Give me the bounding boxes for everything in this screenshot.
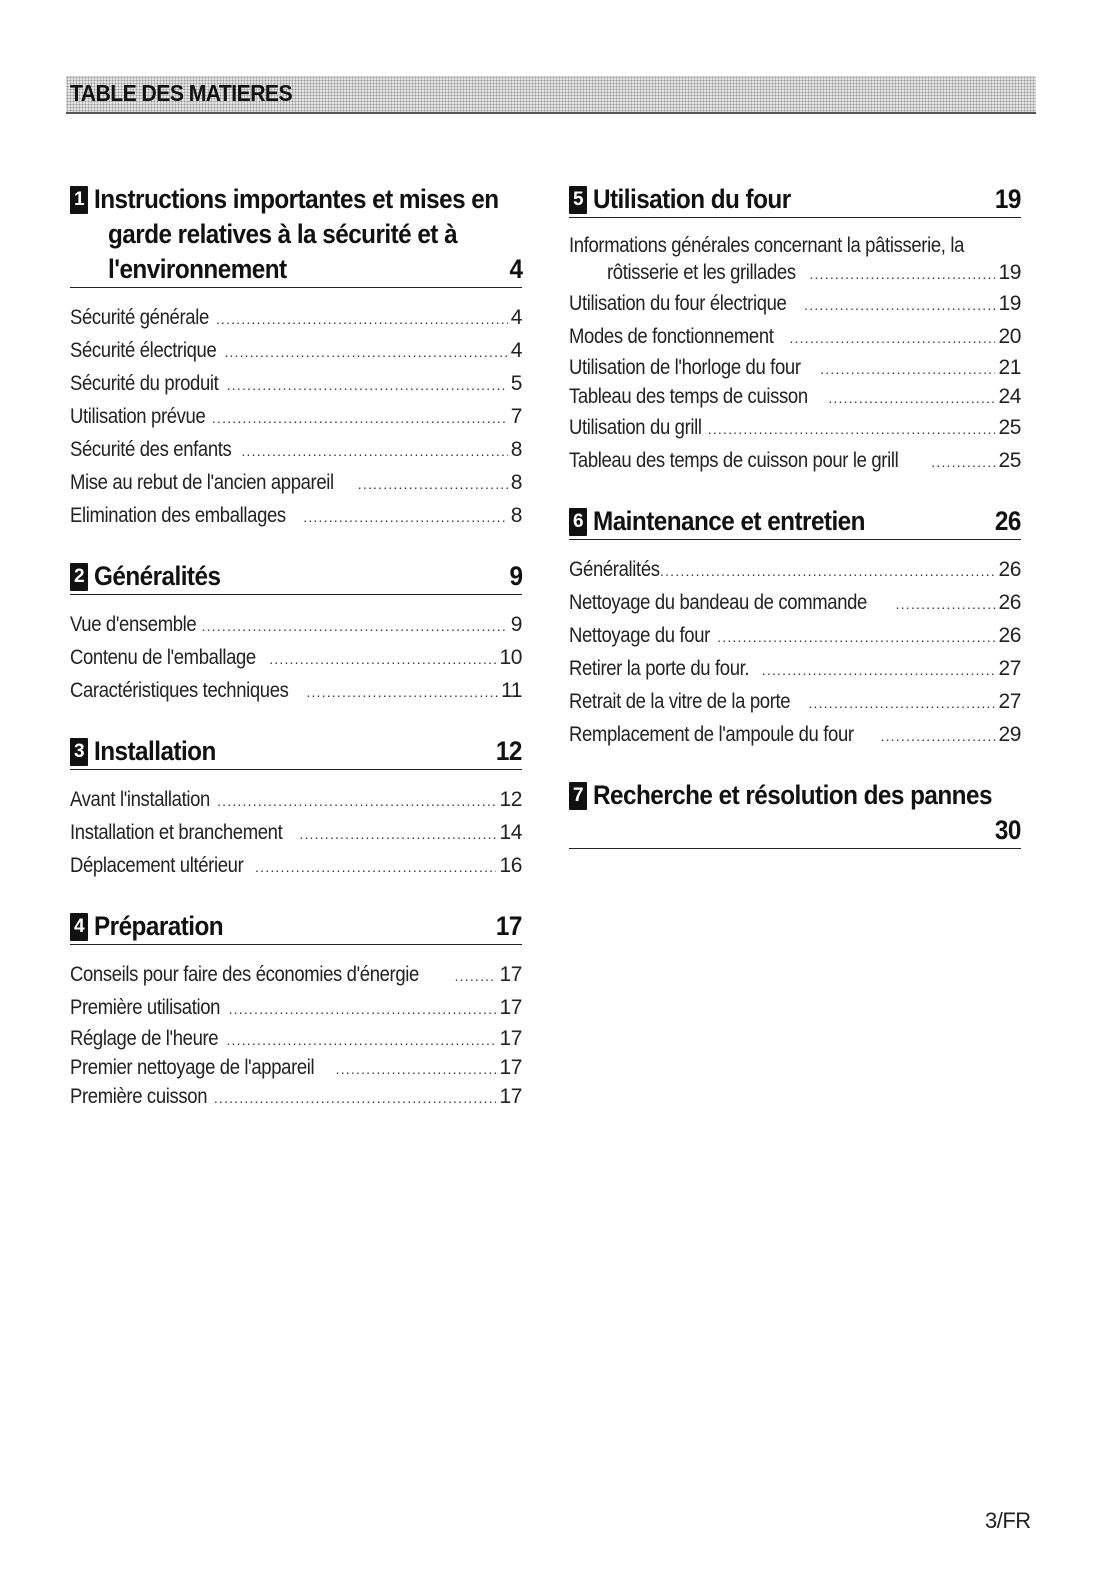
toc-entry-label: Avant l'installation	[70, 788, 210, 811]
toc-entry-label: Informations générales concernant la pâtisserie, la	[569, 234, 965, 257]
toc-list	[70, 302, 522, 533]
leader-dots	[216, 303, 508, 335]
toc-entry[interactable]	[569, 232, 1021, 288]
toc-entry[interactable]	[70, 675, 522, 708]
toc-entry-label: Réglage de l'heure	[70, 1027, 219, 1050]
page-number: 3/FR	[985, 1508, 1031, 1533]
leader-dots	[820, 356, 995, 383]
leader-dots	[708, 413, 996, 445]
leader-dots	[804, 289, 995, 321]
leader-dots	[789, 322, 995, 354]
leader-dots	[226, 1027, 496, 1054]
section-number-badge: 6	[569, 508, 587, 536]
section-number-badge: 1	[70, 186, 88, 214]
section-number-badge: 4	[70, 913, 88, 941]
toc-entry-label: Utilisation prévue	[70, 405, 206, 428]
toc-entry[interactable]	[569, 653, 1021, 686]
toc-entry-label: Généralités	[569, 558, 660, 581]
leader-dots	[212, 402, 508, 434]
toc-entry[interactable]	[70, 992, 522, 1025]
toc-entry[interactable]	[70, 434, 522, 467]
toc-entry-label: Modes de fonctionnement	[569, 325, 774, 348]
toc-entry-label: Vue d'ensemble	[70, 613, 197, 636]
section-title: Préparation	[94, 911, 224, 941]
toc-entry-page: 26	[998, 624, 1021, 647]
section-heading[interactable]	[569, 504, 1021, 540]
toc-entry-page: 25	[998, 416, 1021, 439]
toc-entry-page: 26	[998, 591, 1021, 614]
section-heading[interactable]	[70, 182, 522, 288]
toc-entry-page: 5	[510, 372, 522, 395]
section-page: 4	[509, 254, 522, 284]
section-heading[interactable]	[569, 182, 1021, 218]
leader-dots	[224, 336, 507, 368]
toc-entry-label: Nettoyage du bandeau de commande	[569, 591, 867, 614]
toc-entry[interactable]	[70, 817, 522, 850]
toc-section-7	[569, 778, 1021, 849]
toc-entry-page: 12	[499, 788, 522, 811]
section-title-line: garde relatives à la sécurité et à	[108, 219, 458, 249]
toc-list	[569, 232, 1021, 478]
toc-entry[interactable]	[569, 719, 1021, 752]
toc-entry-page: 26	[998, 558, 1021, 581]
leader-dots	[896, 588, 996, 620]
toc-entry-page: 29	[998, 723, 1021, 746]
section-page: 19	[995, 184, 1021, 214]
leader-dots	[303, 501, 507, 533]
toc-entry-label: Elimination des emballages	[70, 504, 286, 527]
toc-entry-page: 9	[510, 613, 522, 636]
leader-dots	[299, 818, 496, 850]
section-title-line: Instructions importantes et mises en	[94, 184, 499, 214]
toc-entry[interactable]	[70, 1083, 522, 1112]
leader-dots	[762, 654, 996, 686]
section-number-badge: 7	[569, 782, 587, 810]
toc-entry-label: Utilisation du grill	[569, 416, 702, 439]
toc-entry[interactable]	[70, 959, 522, 992]
toc-entry-label: Première cuisson	[70, 1085, 208, 1108]
section-heading[interactable]	[70, 734, 522, 770]
toc-entry-page: 24	[998, 385, 1021, 408]
toc-entry[interactable]	[70, 850, 522, 883]
toc-entry-page: 19	[998, 261, 1021, 284]
toc-section-1	[70, 182, 522, 533]
toc-entry-page: 8	[510, 438, 522, 461]
toc-section-4	[70, 909, 522, 1112]
leader-dots	[241, 435, 507, 467]
toc-entry[interactable]	[569, 620, 1021, 653]
leader-dots	[229, 993, 497, 1025]
toc-entry-page: 10	[499, 646, 522, 669]
section-page: 30	[995, 815, 1021, 845]
leader-dots	[217, 785, 496, 817]
toc-entry[interactable]	[70, 1025, 522, 1054]
toc-entry-label: Nettoyage du four	[569, 624, 710, 647]
toc-entry-page: 17	[499, 996, 522, 1019]
leader-dots	[455, 960, 497, 992]
toc-list	[569, 554, 1021, 752]
toc-entry[interactable]	[569, 686, 1021, 719]
section-number-badge: 3	[70, 738, 88, 766]
section-title: Utilisation du four	[593, 184, 791, 214]
toc-entry-label: Contenu de l'emballage	[70, 646, 256, 669]
toc-entry[interactable]	[70, 302, 522, 335]
toc-entry-label: Premier nettoyage de l'appareil	[70, 1056, 315, 1079]
toc-entry-label: Remplacement de l'ampoule du four	[569, 723, 854, 746]
toc-entry[interactable]	[70, 335, 522, 368]
leader-dots	[931, 446, 995, 478]
toc-entry[interactable]	[70, 368, 522, 401]
toc-entry-page: 8	[510, 504, 522, 527]
toc-entry-label: Déplacement ultérieur	[70, 854, 244, 877]
leader-dots	[202, 610, 508, 642]
leader-dots	[828, 385, 995, 412]
leader-dots	[660, 555, 995, 587]
section-page: 26	[995, 506, 1021, 536]
toc-entry[interactable]	[70, 784, 522, 817]
toc-entry-label: Première utilisation	[70, 996, 221, 1019]
section-heading[interactable]	[70, 909, 522, 945]
toc-entry-page: 16	[499, 854, 522, 877]
toc-entry-label: Sécurité électrique	[70, 339, 217, 362]
toc-entry-page: 11	[501, 679, 522, 702]
section-heading[interactable]	[70, 559, 522, 595]
toc-entry-page: 4	[510, 339, 522, 362]
toc-entry[interactable]	[569, 288, 1021, 321]
section-page: 9	[509, 561, 522, 591]
section-title: Maintenance et entretien	[593, 506, 865, 536]
toc-section-3	[70, 734, 522, 883]
leader-dots	[306, 676, 498, 708]
toc-entry-label: Conseils pour faire des économies d'énergie	[70, 963, 419, 986]
leader-dots	[358, 468, 508, 500]
section-title: Recherche et résolution des pannes	[593, 780, 992, 810]
toc-entry-label: Retrait de la vitre de la porte	[569, 690, 791, 713]
toc-entry-label: Caractéristiques techniques	[70, 679, 289, 702]
toc-section-5	[569, 182, 1021, 478]
toc-entry-label: Mise au rebut de l'ancien appareil	[70, 471, 334, 494]
toc-entry-label-continued: rôtisserie et les grillades	[607, 261, 796, 284]
toc-entry[interactable]	[70, 467, 522, 500]
leader-dots	[808, 687, 995, 719]
toc-list	[70, 959, 522, 1112]
toc-entry-page: 19	[998, 292, 1021, 315]
toc-entry-label: Sécurité du produit	[70, 372, 219, 395]
toc-column-right	[569, 182, 1021, 875]
toc-entry[interactable]	[569, 587, 1021, 620]
section-heading[interactable]	[569, 778, 1021, 849]
toc-entry-page: 4	[510, 306, 522, 329]
leader-dots	[809, 261, 995, 288]
leader-dots	[881, 720, 996, 752]
section-number-badge: 2	[70, 563, 88, 591]
toc-entry[interactable]	[70, 1054, 522, 1083]
toc-entry[interactable]	[569, 383, 1021, 412]
toc-entry[interactable]	[569, 321, 1021, 354]
toc-entry-label: Retirer la porte du four.	[569, 657, 750, 680]
toc-entry[interactable]	[569, 554, 1021, 587]
toc-entry[interactable]	[569, 412, 1021, 445]
leader-dots	[717, 621, 995, 653]
section-page: 17	[496, 911, 522, 941]
toc-entry-page: 17	[499, 1056, 522, 1079]
toc-entry-page: 20	[998, 325, 1021, 348]
section-page: 12	[496, 736, 522, 766]
leader-dots	[336, 1056, 497, 1083]
toc-entry[interactable]	[569, 445, 1021, 478]
leader-dots	[269, 643, 496, 675]
toc-list	[70, 784, 522, 883]
toc-entry-label: Tableau des temps de cuisson	[569, 385, 808, 408]
leader-dots	[214, 1085, 497, 1112]
page-title: TABLE DES MATIERES	[70, 80, 293, 106]
toc-entry-label: Utilisation de l'horloge du four	[569, 356, 801, 379]
toc-entry-page: 7	[510, 405, 522, 428]
toc-entry[interactable]	[70, 401, 522, 434]
header-bar	[66, 76, 1036, 114]
toc-entry-page: 21	[998, 356, 1021, 379]
toc-entry-page: 8	[510, 471, 522, 494]
section-title: Généralités	[94, 561, 221, 591]
toc-section-6	[569, 504, 1021, 752]
section-title: Installation	[94, 736, 216, 766]
toc-entry-label: Sécurité des enfants	[70, 438, 232, 461]
toc-entry-label: Installation et branchement	[70, 821, 283, 844]
toc-column-left	[70, 182, 522, 1138]
leader-dots	[255, 851, 496, 883]
toc-entry-label: Tableau des temps de cuisson pour le grill	[569, 449, 899, 472]
leader-dots	[227, 369, 508, 401]
toc-entry-page: 14	[499, 821, 522, 844]
toc-entry-page: 25	[998, 449, 1021, 472]
toc-entry-page: 17	[499, 1027, 522, 1050]
toc-entry[interactable]	[70, 500, 522, 533]
toc-entry[interactable]	[70, 609, 522, 642]
toc-entry[interactable]	[70, 642, 522, 675]
toc-entry-label: Sécurité générale	[70, 306, 209, 329]
toc-list	[70, 609, 522, 708]
toc-entry-page: 27	[998, 690, 1021, 713]
toc-entry-page: 27	[998, 657, 1021, 680]
toc-entry[interactable]	[569, 354, 1021, 383]
section-number-badge: 5	[569, 186, 587, 214]
toc-section-2	[70, 559, 522, 708]
toc-entry-page: 17	[499, 963, 522, 986]
section-title-line: l'environnement	[108, 254, 287, 284]
toc-entry-page: 17	[499, 1085, 522, 1108]
toc-entry-label: Utilisation du four électrique	[569, 292, 787, 315]
